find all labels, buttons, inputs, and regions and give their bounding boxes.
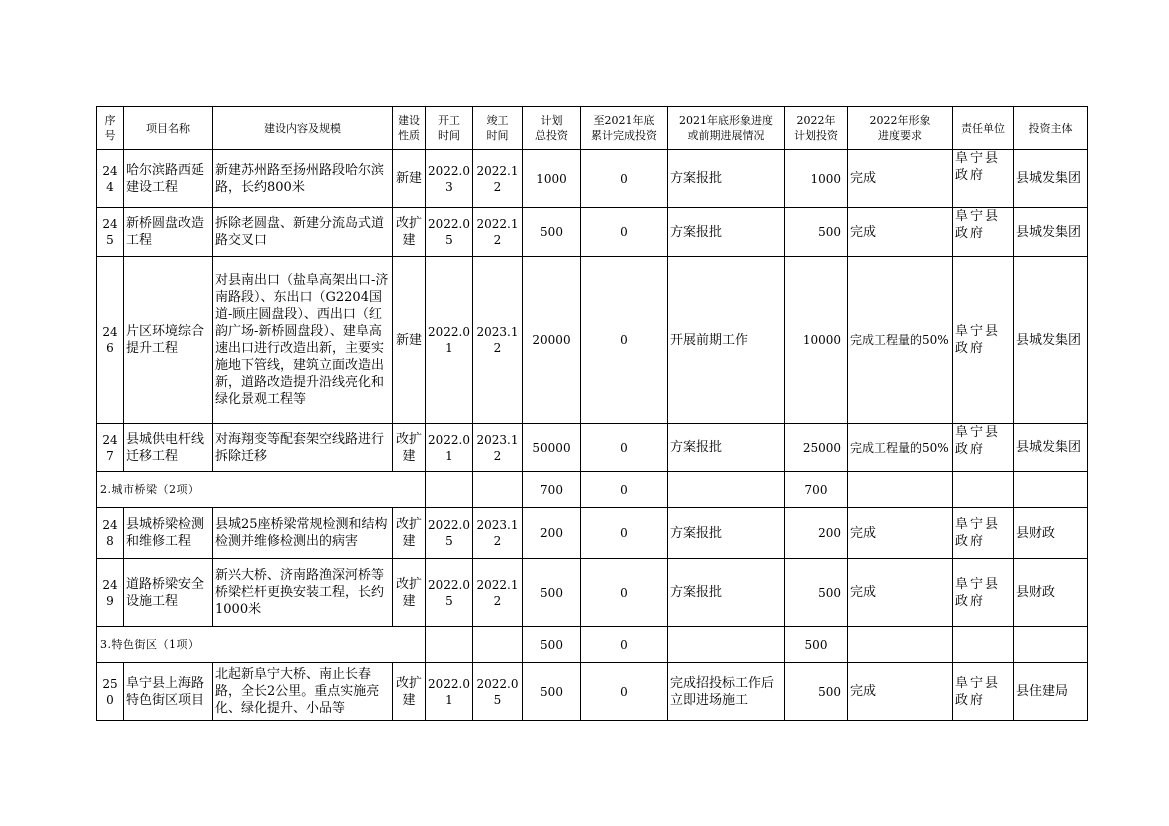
cell-done: 0 xyxy=(581,559,668,627)
cell-plan: 700 xyxy=(785,472,848,508)
cell-done: 0 xyxy=(581,257,668,424)
section-label: 3.特色街区（1项） xyxy=(97,627,426,663)
table-header-row xyxy=(97,107,1088,150)
cell-total: 500 xyxy=(523,627,581,663)
cell-end: 2023.12 xyxy=(473,257,523,424)
section-row xyxy=(97,472,1088,508)
cell-plan: 200 xyxy=(785,508,848,559)
cell-start: 2022.01 xyxy=(426,257,473,424)
cell-progress: 方案报批 xyxy=(668,424,785,472)
cell-nature: 改扩建 xyxy=(393,559,426,627)
cell-total: 500 xyxy=(523,208,581,257)
cell-name: 阜宁县上海路特色街区项目 xyxy=(124,663,213,721)
cell-investor: 县城发集团 xyxy=(1014,208,1088,257)
cell-progress: 方案报批 xyxy=(668,559,785,627)
cell-start: 2022.01 xyxy=(426,424,473,472)
section-row xyxy=(97,627,1088,663)
cell-seq: 249 xyxy=(97,559,124,627)
cell-content: 新建苏州路至扬州路段哈尔滨路，长约800米 xyxy=(213,150,393,208)
table-row xyxy=(97,208,1088,257)
cell-plan: 25000 xyxy=(785,424,848,472)
cell-name: 片区环境综合提升工程 xyxy=(124,257,213,424)
cell-seq: 247 xyxy=(97,424,124,472)
cell-req: 完成 xyxy=(848,150,953,208)
cell-nature: 改扩建 xyxy=(393,208,426,257)
cell-start: 2022.05 xyxy=(426,508,473,559)
cell-progress: 开展前期工作 xyxy=(668,257,785,424)
cell-done: 0 xyxy=(581,208,668,257)
cell-name: 新桥圆盘改造工程 xyxy=(124,208,213,257)
cell-content: 北起新阜宁大桥、南止长春路，全长2公里。重点实施亮化、绿化提升、小品等 xyxy=(213,663,393,721)
header-investor: 投资主体 xyxy=(1014,107,1088,150)
cell-investor: 县城发集团 xyxy=(1014,424,1088,472)
cell-nature: 新建 xyxy=(393,150,426,208)
cell-plan: 10000 xyxy=(785,257,848,424)
cell-end: 2022.12 xyxy=(473,150,523,208)
table-row xyxy=(97,508,1088,559)
table-row xyxy=(97,663,1088,721)
cell-end: 2023.12 xyxy=(473,508,523,559)
cell-investor: 县城发集团 xyxy=(1014,150,1088,208)
header-progress2021: 2021年底形象进度 或前期进展情况 xyxy=(668,107,785,150)
header-start: 开工 时间 xyxy=(426,107,473,150)
cell-investor: 县城发集团 xyxy=(1014,257,1088,424)
cell-progress: 方案报批 xyxy=(668,150,785,208)
cell-done: 0 xyxy=(581,424,668,472)
cell-unit: 阜宁县政府 xyxy=(953,257,1014,424)
header-seq: 序 号 xyxy=(97,107,124,150)
cell-end: 2022.12 xyxy=(473,559,523,627)
cell-done: 0 xyxy=(581,508,668,559)
cell-total: 50000 xyxy=(523,424,581,472)
cell-unit: 阜宁县政府 xyxy=(953,150,1014,208)
header-name: 项目名称 xyxy=(124,107,213,150)
cell-start: 2022.05 xyxy=(426,208,473,257)
cell-done: 0 xyxy=(581,472,668,508)
cell-plan: 1000 xyxy=(785,150,848,208)
table-row xyxy=(97,150,1088,208)
cell-content: 拆除老圆盘、新建分流岛式道路交叉口 xyxy=(213,208,393,257)
cell-name: 县城桥梁检测和维修工程 xyxy=(124,508,213,559)
cell-plan: 500 xyxy=(785,559,848,627)
cell-total: 200 xyxy=(523,508,581,559)
cell-total: 500 xyxy=(523,559,581,627)
cell-content: 新兴大桥、济南路渔深河桥等桥梁栏杆更换安装工程，长约1000米 xyxy=(213,559,393,627)
cell-total: 20000 xyxy=(523,257,581,424)
cell-seq: 246 xyxy=(97,257,124,424)
header-plan2022: 2022年 计划投资 xyxy=(785,107,848,150)
cell-req: 完成 xyxy=(848,559,953,627)
project-table xyxy=(96,106,1088,721)
cell-name: 道路桥梁安全设施工程 xyxy=(124,559,213,627)
header-end: 竣工 时间 xyxy=(473,107,523,150)
cell-start: 2022.03 xyxy=(426,150,473,208)
cell-unit: 阜宁县政府 xyxy=(953,208,1014,257)
cell-req: 完成工程量的50% xyxy=(848,257,953,424)
cell-seq: 250 xyxy=(97,663,124,721)
cell-investor: 县财政 xyxy=(1014,559,1088,627)
cell-unit: 阜宁县政府 xyxy=(953,663,1014,721)
cell-seq: 248 xyxy=(97,508,124,559)
header-nature: 建设 性质 xyxy=(393,107,426,150)
header-req2022: 2022年形象 进度要求 xyxy=(848,107,953,150)
cell-unit: 阜宁县政府 xyxy=(953,508,1014,559)
cell-end: 2022.12 xyxy=(473,208,523,257)
cell-total: 1000 xyxy=(523,150,581,208)
cell-progress: 方案报批 xyxy=(668,208,785,257)
cell-name: 县城供电杆线迁移工程 xyxy=(124,424,213,472)
cell-content: 对县南出口（盐阜高架出口-济南路段）、东出口（G2204国道-顾庄圆盘段）、西出口（红韵广场-新桥圆盘段）、建阜高速出口进行改造出新，主要实施地下管线，建筑立面改造出新，道路改造提升沿线亮化和绿化景观工程等 xyxy=(213,257,393,424)
cell-name: 哈尔滨路西延建设工程 xyxy=(124,150,213,208)
table-row xyxy=(97,424,1088,472)
table-row xyxy=(97,257,1088,424)
cell-seq: 245 xyxy=(97,208,124,257)
section-label: 2.城市桥梁（2项） xyxy=(97,472,426,508)
cell-done: 0 xyxy=(581,663,668,721)
cell-req: 完成 xyxy=(848,208,953,257)
cell-plan: 500 xyxy=(785,663,848,721)
cell-start: 2022.05 xyxy=(426,559,473,627)
header-content: 建设内容及规模 xyxy=(213,107,393,150)
cell-investor: 县财政 xyxy=(1014,508,1088,559)
cell-req: 完成 xyxy=(848,663,953,721)
header-total: 计划 总投资 xyxy=(523,107,581,150)
cell-start: 2022.01 xyxy=(426,663,473,721)
header-done2021: 至2021年底 累计完成投资 xyxy=(581,107,668,150)
cell-unit: 阜宁县政府 xyxy=(953,424,1014,472)
cell-unit: 阜宁县政府 xyxy=(953,559,1014,627)
cell-progress: 完成招投标工作后立即进场施工 xyxy=(668,663,785,721)
cell-done: 0 xyxy=(581,627,668,663)
table-row xyxy=(97,559,1088,627)
cell-plan: 500 xyxy=(785,208,848,257)
cell-total: 700 xyxy=(523,472,581,508)
cell-nature: 新建 xyxy=(393,257,426,424)
header-unit: 责任单位 xyxy=(953,107,1014,150)
cell-nature: 改扩建 xyxy=(393,508,426,559)
cell-nature: 改扩建 xyxy=(393,663,426,721)
cell-req: 完成 xyxy=(848,508,953,559)
cell-nature: 改扩建 xyxy=(393,424,426,472)
cell-req: 完成工程量的50% xyxy=(848,424,953,472)
cell-plan: 500 xyxy=(785,627,848,663)
cell-done: 0 xyxy=(581,150,668,208)
cell-end: 2023.12 xyxy=(473,424,523,472)
cell-content: 对海翔变等配套架空线路进行拆除迁移 xyxy=(213,424,393,472)
cell-progress: 方案报批 xyxy=(668,508,785,559)
cell-content: 县城25座桥梁常规检测和结构检测并维修检测出的病害 xyxy=(213,508,393,559)
cell-end: 2022.05 xyxy=(473,663,523,721)
cell-total: 500 xyxy=(523,663,581,721)
cell-seq: 244 xyxy=(97,150,124,208)
cell-investor: 县住建局 xyxy=(1014,663,1088,721)
